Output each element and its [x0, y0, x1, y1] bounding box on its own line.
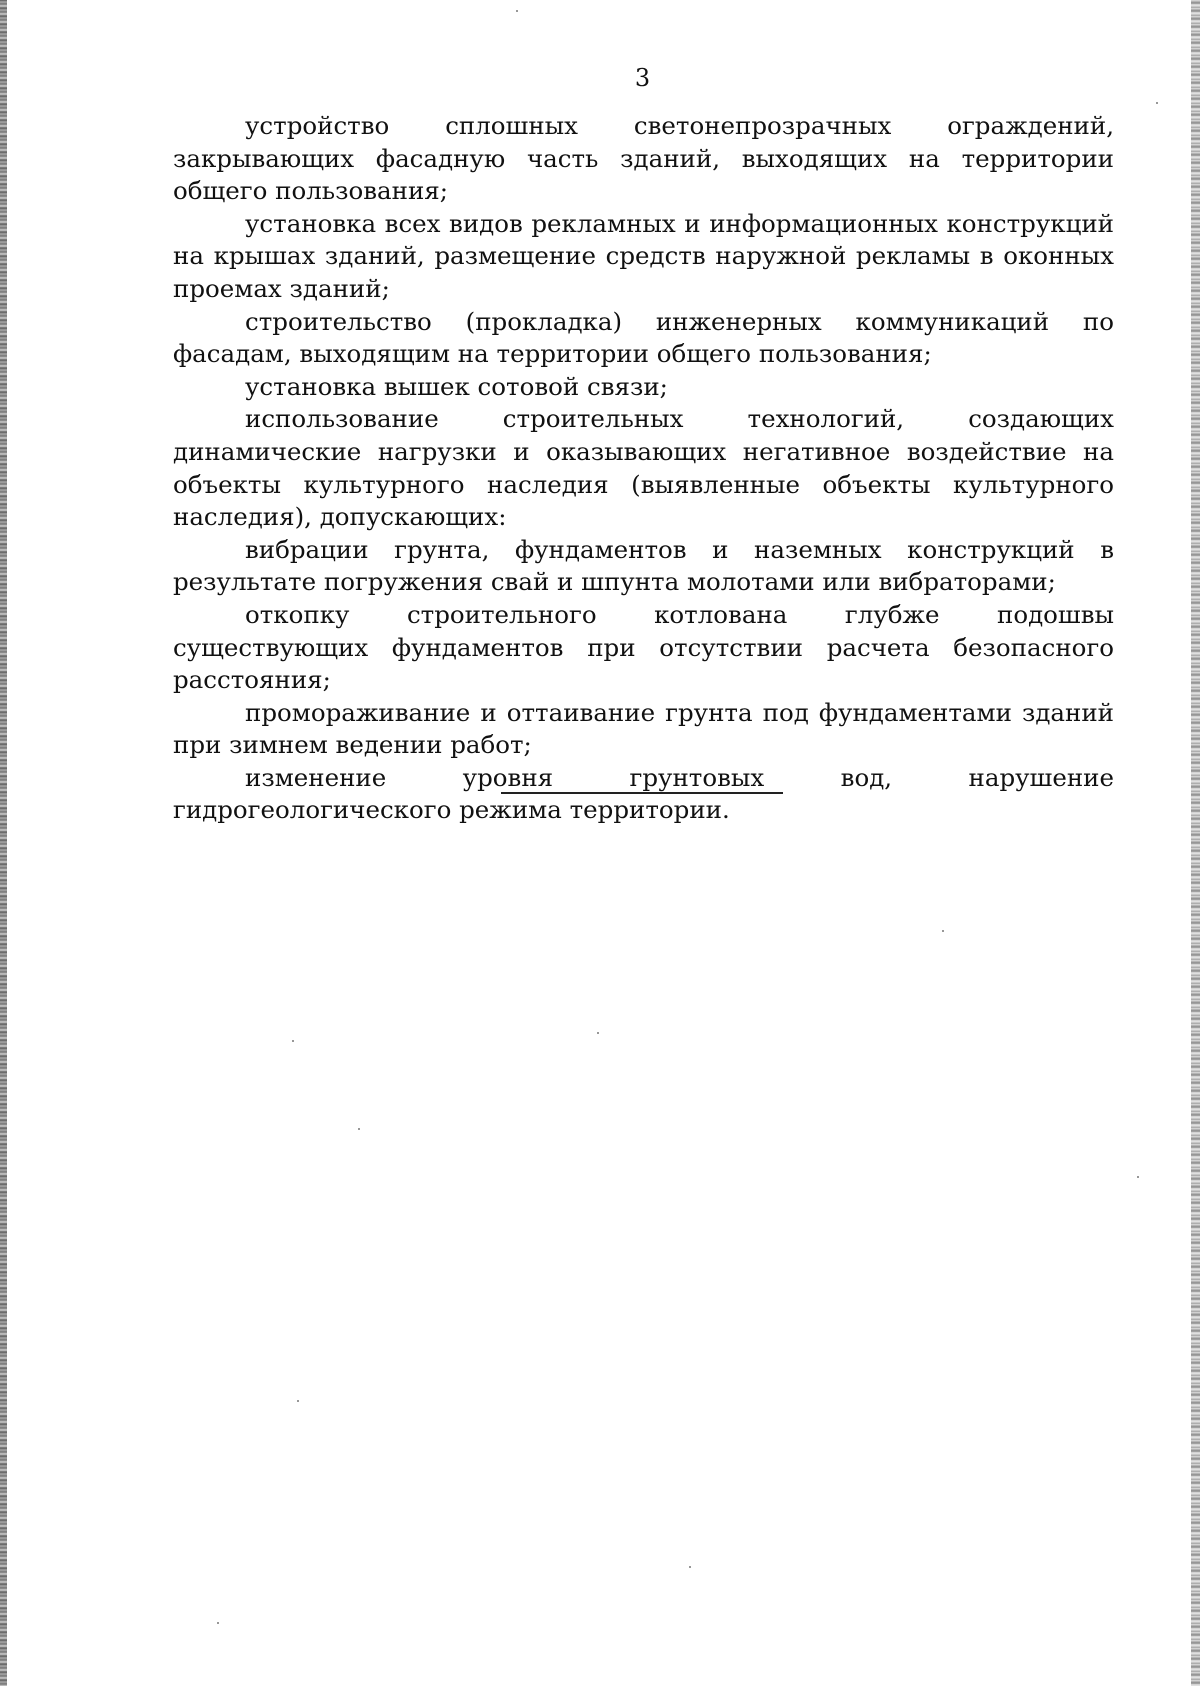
- paragraph-groundwater: изменение уровня грунтовых вод, нарушение гидрогеологического режима территории.: [173, 762, 1114, 825]
- scan-edge-left: [0, 0, 7, 1686]
- scan-speck: [1156, 102, 1158, 104]
- paragraph-facade-barriers: устройство сплошных светонепрозрачных ограждений, закрывающих фасадную часть зданий, выходящих на территории общего пользования;: [173, 111, 1114, 206]
- paragraph-cell-towers: установка вышек сотовой связи;: [245, 371, 668, 401]
- scan-speck: [1137, 1176, 1139, 1178]
- scan-speck: [217, 1622, 219, 1624]
- scan-speck: [942, 930, 944, 932]
- document-body: [173, 110, 1114, 827]
- scan-speck: [358, 1128, 360, 1130]
- page-number: 3: [634, 64, 651, 92]
- scan-speck: [297, 1400, 299, 1402]
- scan-speck: [689, 1566, 691, 1568]
- scan-speck: [292, 1040, 294, 1042]
- paragraph-construction-technologies: использование строительных технологий, создающих динамические нагрузки и оказывающих негативное воздействие на объекты культурного наследия (выявленные объекты культурного наследия), допускающих:: [173, 404, 1114, 532]
- scan-speck: [516, 10, 518, 12]
- paragraph-ground-vibration: вибрации грунта, фундаментов и наземных конструкций в результате погружения свай и шпунта молотами или вибраторами;: [173, 534, 1114, 597]
- paragraph-utility-lines: строительство (прокладка) инженерных коммуникаций по фасадам, выходящим на территории общего пользования;: [173, 306, 1114, 369]
- paragraph-advertising-structures: установка всех видов рекламных и информационных конструкций на крышах зданий, размещение средств наружной рекламы в оконных проемах зданий;: [173, 208, 1114, 303]
- paragraph-excavation: откопку строительного котлована глубже подошвы существующих фундаментов при отсутствии расчета безопасного расстояния;: [173, 599, 1114, 695]
- scan-edge-right: [1191, 0, 1200, 1686]
- scan-speck: [597, 1032, 599, 1034]
- closing-separator-line: [501, 792, 783, 794]
- paragraph-ground-freezing: промораживание и оттаивание грунта под фундаментами зданий при зимнем ведении работ;: [173, 697, 1114, 760]
